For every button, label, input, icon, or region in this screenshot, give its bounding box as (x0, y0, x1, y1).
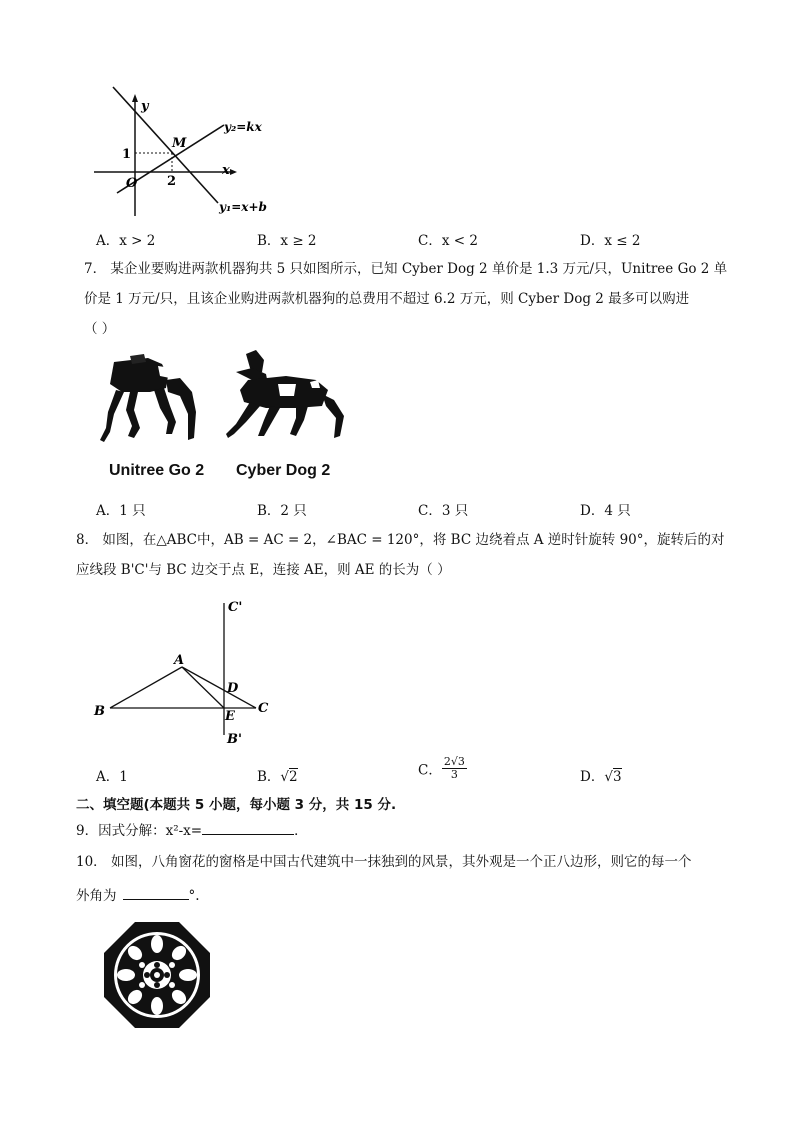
q7-option-c: C．3 只 (418, 503, 469, 519)
octagon-window-image (102, 920, 212, 1030)
q6-option-a: A．x > 2 (96, 233, 156, 249)
label-c-prime: C' (228, 600, 243, 615)
y-axis-label: y (141, 99, 149, 114)
q8-option-c-fraction (442, 756, 467, 781)
triangle-rotation-figure (90, 595, 280, 750)
q7-option-b: B．2 只 (257, 503, 307, 519)
caption-cyber: Cyber Dog 2 (236, 462, 331, 479)
label-b-prime: B' (227, 732, 242, 747)
q8-option-b-prefix: B． (257, 769, 281, 785)
line-y1-label: y₁=x+b (219, 200, 267, 214)
q7-text-line1: 7． 某企业要购进两款机器狗共 5 只如图所示，已知 Cyber Dog 2 单价是 1.3 万元/只，Unitree Go 2 单 (84, 261, 728, 277)
q8-option-d-radicand: 3 (612, 769, 622, 785)
tick-x-label: 2 (167, 174, 177, 189)
x-axis-label: x (222, 163, 230, 178)
q7-text-line2: 价是 1 万元/只，且该企业购进两款机器狗的总费用不超过 6.2 万元，则 Cyber Dog 2 最多可以购进 (84, 291, 690, 307)
q8-option-a: A．1 (96, 769, 128, 785)
q10-text-line1: 10． 如图，八角窗花的窗格是中国古代建筑中一抹独到的风景，其外观是一个正八边形，则它的每一个 (76, 854, 692, 870)
caption-unitree: Unitree Go 2 (109, 462, 205, 479)
fraction-numerator: 2√3 (443, 755, 465, 768)
q8-option-d (580, 765, 622, 785)
q8-text-line2: 应线段 B'C'与 BC 边交于点 E，连接 AE，则 AE 的长为（ ） (76, 562, 451, 578)
section-2-heading: 二、填空题(本题共 5 小题，每小题 3 分，共 15 分. (76, 797, 397, 813)
q7-option-d: D．4 只 (580, 503, 631, 519)
q9-line (76, 822, 308, 840)
x-axis-arrow (230, 169, 237, 175)
q9-answer-blank[interactable] (202, 822, 294, 835)
label-a: A (174, 653, 185, 668)
label-c: C (258, 701, 269, 716)
q10-answer-blank[interactable] (123, 887, 189, 900)
label-e: E (225, 709, 235, 724)
segment-ab (110, 667, 182, 708)
robot-dog-cyber-image (226, 350, 348, 446)
q6-option-b: B．x ≥ 2 (257, 233, 317, 249)
linear-functions-figure (90, 85, 280, 220)
q7-option-a: A．1 只 (96, 503, 146, 519)
robot-dog-unitree-image (100, 352, 202, 446)
q10-prefix: 外角为 (76, 888, 117, 904)
q8-option-b-radicand: 2 (289, 769, 298, 785)
label-d: D (227, 681, 239, 696)
y-axis-arrow (132, 94, 138, 102)
fraction-denominator: 3 (450, 768, 458, 781)
q8-option-d-prefix: D． (580, 769, 605, 785)
q10-suffix: °. (188, 888, 200, 904)
segment-ac (182, 667, 256, 708)
q8-option-c-prefix: C． (418, 762, 442, 779)
point-m-label: M (172, 136, 187, 151)
line-y2-label: y₂=kx (224, 120, 262, 134)
q6-option-c: C．x < 2 (418, 233, 478, 249)
q7-text-line3: （ ） (84, 321, 116, 337)
origin-label: O (126, 176, 138, 191)
tick-y-label: 1 (122, 147, 132, 162)
q8-option-b (257, 765, 298, 785)
label-b: B (94, 704, 105, 719)
q9-suffix: ． (294, 823, 308, 839)
sqrt-sign: √ (280, 769, 290, 785)
q9-prefix: 9．因式分解：x²-x= (76, 823, 203, 839)
q8-text-line1: 8． 如图，在△ABC中，AB = AC = 2，∠BAC = 120°，将 BC 边绕着点 A 逆时针旋转 90°，旋转后的对 (76, 532, 725, 548)
sqrt-sign: √ (604, 769, 613, 785)
q10-line2 (76, 887, 200, 905)
q8-option-c (418, 756, 467, 781)
q6-option-d: D．x ≤ 2 (580, 233, 641, 249)
